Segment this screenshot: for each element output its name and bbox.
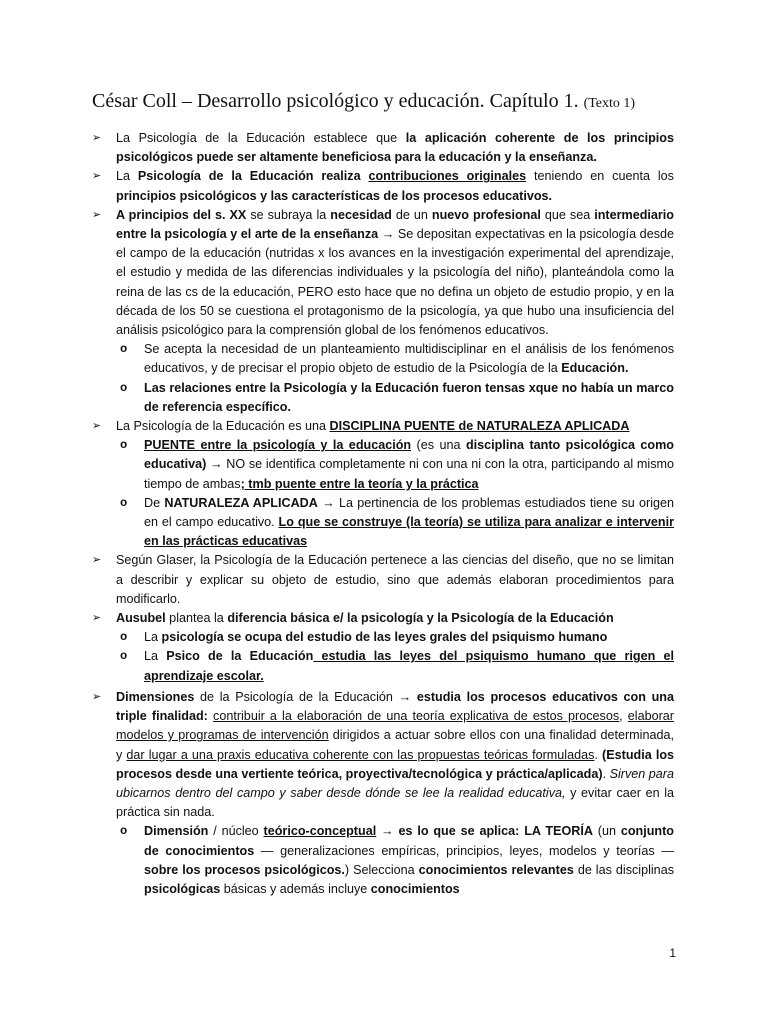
page-title bbox=[92, 88, 674, 117]
sub-bullet-item: o Dimensión / núcleo teórico-conceptual → es lo que se aplica: LA TEORÍA (un conjunto de conocimientos — generalizaciones empíricas, principios, leyes, modelos y teorías — sobre los procesos psicológicos.) Selecciona conocimientos relevantes de las disciplinas psicológicas básicas y además incluye conocimientos bbox=[120, 824, 674, 896]
circle-bullet-icon: o bbox=[120, 630, 128, 645]
arrow-bullet-icon: ➢ bbox=[92, 170, 102, 183]
document-body bbox=[92, 129, 674, 899]
arrow-bullet-icon: ➢ bbox=[92, 132, 102, 144]
arrow-bullet-icon: ➢ bbox=[92, 690, 102, 703]
sub-bullet-item: o PUENTE entre la psicología y la educación (es una disciplina tanto psicológica como educativa) → NO se identifica completamente ni con una ni con la otra, participando al mismo tiempo de ambas; tmb puente entre la teoría y la práctica bbox=[120, 438, 674, 491]
bullet-item: ➢ A principios del s. XX se subraya la necesidad de un nuevo profesional que sea intermediario entre la psicología y el arte de la enseñanza → Se depositan expectativas en la psicología desde el campo de la educación (nutridas x los avances en la investigación experimental del aprendizaje, el estudio y medida de las diferencias individuales y la psicología del niño), planteándola como la reina de las cs de la educación, PERO esto hace que no defina un objeto de estudio propio, y en la década de los 50 se cuestiona el protagonismo de la psicología, ya que hubo una insuficiencia del análisis psicológico para la comprensión global de los fenómenos educativos. bbox=[92, 207, 674, 338]
arrow-bullet-icon: ➢ bbox=[92, 612, 102, 625]
bullet-item: ➢ La Psicología de la Educación realiza contribuciones originales teniendo en cuenta los principios psicológicos y las características de los procesos educativos. bbox=[92, 169, 674, 203]
sub-bullet-item: o Las relaciones entre la Psicología y la Educación fueron tensas xque no había un marco de referencia específico. bbox=[120, 380, 674, 414]
page-number: 1 bbox=[669, 946, 676, 960]
circle-bullet-icon: o bbox=[120, 342, 128, 357]
bullet-item: ➢ La Psicología de la Educación es una DISCIPLINA PUENTE de NATURALEZA APLICADA bbox=[92, 417, 674, 436]
title-subtitle: (Texto 1) bbox=[583, 96, 636, 111]
sub-bullet-item: o La psicología se ocupa del estudio de las leyes grales del psiquismo humano bbox=[92, 628, 674, 647]
sub-bullet-item: o Se acepta la necesidad de un planteamiento multidisciplinar en el análisis de los fenómenos educativos, y de precisar el propio objeto de estudio de la Psicología de la Educación. bbox=[120, 342, 674, 376]
sub-bullet-item: o La Psico de la Educación estudia las leyes del psiquismo humano que rigen el aprendizaje escolar. bbox=[120, 649, 674, 683]
arrow-bullet-icon: ➢ bbox=[92, 554, 102, 567]
bullet-item: ➢ La Psicología de la Educación establece que la aplicación coherente de los principios psicológicos puede ser altamente beneficiosa para la educación y la enseñanza. bbox=[92, 131, 674, 165]
arrow-bullet-icon: ➢ bbox=[92, 420, 102, 433]
title-main: César Coll – Desarrollo psicológico y educación. Capítulo 1. bbox=[92, 90, 579, 112]
arrow-bullet-icon: ➢ bbox=[92, 208, 102, 221]
circle-bullet-icon: o bbox=[120, 495, 128, 510]
circle-bullet-icon: o bbox=[120, 380, 128, 395]
circle-bullet-icon: o bbox=[120, 438, 128, 453]
circle-bullet-icon: o bbox=[120, 824, 128, 839]
circle-bullet-icon: o bbox=[120, 649, 128, 664]
bullet-item: ➢ Ausubel plantea la diferencia básica e/ la psicología y la Psicología de la Educación bbox=[92, 609, 674, 628]
bullet-item: ➢ Dimensiones de la Psicología de la Educación → estudia los procesos educativos con una triple finalidad: contribuir a la elaboración de una teoría explicativa de estos procesos, elaborar modelos y programas de intervención dirigidos a actuar sobre ellos con una finalidad determinada, y dar lugar a una praxis educativa coherente con las propuestas teóricas formuladas. (Estudia los procesos desde una vertiente teórica, proyectiva/tecnológica y práctica/aplicada). Sirven para ubicarnos dentro del campo y saber desde dónde se lee la realidad educativa, y evitar caer en la práctica sin nada. bbox=[92, 689, 675, 820]
sub-bullet-item: o De NATURALEZA APLICADA → La pertinencia de los problemas estudiados tiene su origen en el campo educativo. Lo que se construye (la teoría) se utiliza para analizar e intervenir en las prácticas educativas bbox=[120, 495, 674, 549]
bullet-item: ➢ Según Glaser, la Psicología de la Educación pertenece a las ciencias del diseño, que no se limitan a describir y explicar su objeto de estudio, sino que además elaboran procedimientos para modificarlo. bbox=[92, 553, 674, 606]
